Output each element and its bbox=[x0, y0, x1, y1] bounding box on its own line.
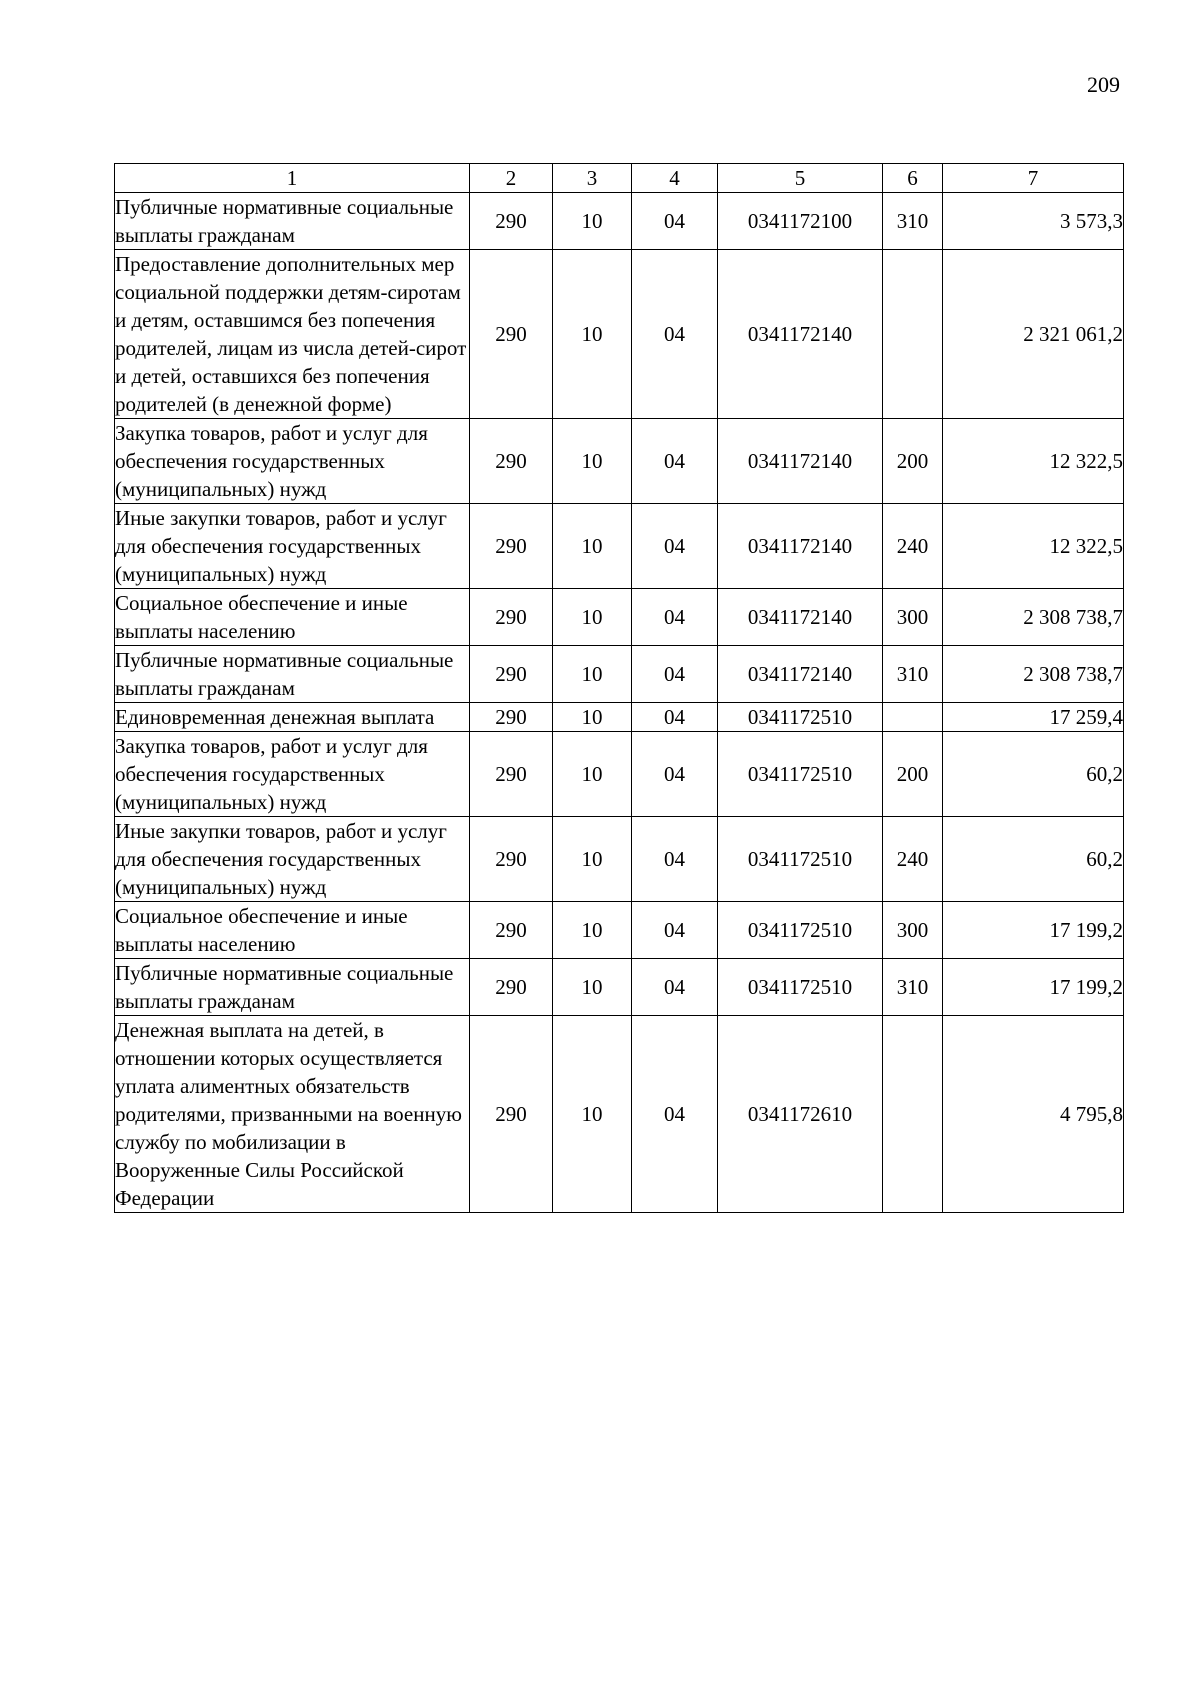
cell-col-2: 290 bbox=[470, 193, 553, 250]
row-description: Публичные нормативные социальные выплаты гражданам bbox=[115, 959, 470, 1016]
cell-col-2: 290 bbox=[470, 902, 553, 959]
row-description: Закупка товаров, работ и услуг для обеспечения государственных (муниципальных) нужд bbox=[115, 419, 470, 504]
header-col-3: 3 bbox=[553, 164, 632, 193]
table-row bbox=[115, 703, 1124, 732]
cell-col-6: 200 bbox=[883, 732, 943, 817]
cell-col-3: 10 bbox=[553, 959, 632, 1016]
cell-col-4: 04 bbox=[632, 589, 718, 646]
table-row bbox=[115, 250, 1124, 419]
cell-amount: 12 322,5 bbox=[943, 419, 1124, 504]
cell-col-5: 0341172510 bbox=[718, 732, 883, 817]
header-col-7: 7 bbox=[943, 164, 1124, 193]
table-row bbox=[115, 732, 1124, 817]
cell-col-6 bbox=[883, 1016, 943, 1213]
cell-col-4: 04 bbox=[632, 193, 718, 250]
cell-amount: 17 199,2 bbox=[943, 902, 1124, 959]
cell-col-5: 0341172510 bbox=[718, 959, 883, 1016]
header-row bbox=[115, 164, 1124, 193]
cell-amount: 3 573,3 bbox=[943, 193, 1124, 250]
cell-col-4: 04 bbox=[632, 902, 718, 959]
cell-amount: 17 199,2 bbox=[943, 959, 1124, 1016]
cell-col-4: 04 bbox=[632, 732, 718, 817]
cell-col-2: 290 bbox=[470, 504, 553, 589]
cell-col-6: 310 bbox=[883, 646, 943, 703]
cell-col-4: 04 bbox=[632, 250, 718, 419]
cell-col-4: 04 bbox=[632, 817, 718, 902]
cell-col-6: 240 bbox=[883, 504, 943, 589]
cell-amount: 2 321 061,2 bbox=[943, 250, 1124, 419]
row-description: Иные закупки товаров, работ и услуг для обеспечения государственных (муниципальных) нужд bbox=[115, 817, 470, 902]
cell-col-3: 10 bbox=[553, 193, 632, 250]
cell-col-2: 290 bbox=[470, 646, 553, 703]
cell-col-6: 300 bbox=[883, 589, 943, 646]
row-description: Публичные нормативные социальные выплаты гражданам bbox=[115, 646, 470, 703]
header-col-4: 4 bbox=[632, 164, 718, 193]
cell-col-3: 10 bbox=[553, 250, 632, 419]
cell-col-4: 04 bbox=[632, 1016, 718, 1213]
cell-col-5: 0341172140 bbox=[718, 419, 883, 504]
cell-col-5: 0341172140 bbox=[718, 504, 883, 589]
row-description: Единовременная денежная выплата bbox=[115, 703, 470, 732]
table-body bbox=[115, 193, 1124, 1213]
cell-amount: 60,2 bbox=[943, 817, 1124, 902]
cell-col-2: 290 bbox=[470, 732, 553, 817]
cell-col-5: 0341172610 bbox=[718, 1016, 883, 1213]
cell-col-3: 10 bbox=[553, 419, 632, 504]
cell-col-3: 10 bbox=[553, 589, 632, 646]
cell-amount: 17 259,4 bbox=[943, 703, 1124, 732]
row-description: Социальное обеспечение и иные выплаты населению bbox=[115, 902, 470, 959]
table-row bbox=[115, 589, 1124, 646]
cell-col-4: 04 bbox=[632, 703, 718, 732]
row-description: Социальное обеспечение и иные выплаты населению bbox=[115, 589, 470, 646]
cell-col-5: 0341172140 bbox=[718, 589, 883, 646]
table-row bbox=[115, 193, 1124, 250]
row-description: Публичные нормативные социальные выплаты гражданам bbox=[115, 193, 470, 250]
cell-col-6: 240 bbox=[883, 817, 943, 902]
table-row bbox=[115, 1016, 1124, 1213]
header-col-6: 6 bbox=[883, 164, 943, 193]
cell-col-5: 0341172510 bbox=[718, 902, 883, 959]
cell-amount: 60,2 bbox=[943, 732, 1124, 817]
cell-col-6: 310 bbox=[883, 193, 943, 250]
cell-col-2: 290 bbox=[470, 817, 553, 902]
header-col-2: 2 bbox=[470, 164, 553, 193]
cell-col-2: 290 bbox=[470, 703, 553, 732]
cell-col-2: 290 bbox=[470, 250, 553, 419]
cell-col-2: 290 bbox=[470, 419, 553, 504]
row-description: Денежная выплата на детей, в отношении которых осуществляется уплата алиментных обязательств родителями, призванными на военную службу по мобилизации в Вооруженные Силы Российской Федерации bbox=[115, 1016, 470, 1213]
cell-amount: 4 795,8 bbox=[943, 1016, 1124, 1213]
cell-col-3: 10 bbox=[553, 646, 632, 703]
table-row bbox=[115, 646, 1124, 703]
table-row bbox=[115, 959, 1124, 1016]
table-row bbox=[115, 817, 1124, 902]
header-col-5: 5 bbox=[718, 164, 883, 193]
row-description: Предоставление дополнительных мер социальной поддержки детям-сиротам и детям, оставшимся без попечения родителей, лицам из числа детей-сирот и детей, оставшихся без попечения родителей (в денежной форме) bbox=[115, 250, 470, 419]
cell-col-6 bbox=[883, 703, 943, 732]
cell-col-3: 10 bbox=[553, 732, 632, 817]
cell-col-3: 10 bbox=[553, 504, 632, 589]
page-number: 209 bbox=[1087, 72, 1120, 97]
cell-col-4: 04 bbox=[632, 959, 718, 1016]
cell-amount: 12 322,5 bbox=[943, 504, 1124, 589]
cell-col-5: 0341172100 bbox=[718, 193, 883, 250]
table-row bbox=[115, 504, 1124, 589]
row-description: Закупка товаров, работ и услуг для обеспечения государственных (муниципальных) нужд bbox=[115, 732, 470, 817]
cell-col-5: 0341172140 bbox=[718, 646, 883, 703]
cell-col-6: 300 bbox=[883, 902, 943, 959]
cell-col-5: 0341172510 bbox=[718, 817, 883, 902]
cell-col-6 bbox=[883, 250, 943, 419]
cell-col-4: 04 bbox=[632, 646, 718, 703]
cell-col-3: 10 bbox=[553, 1016, 632, 1213]
cell-col-2: 290 bbox=[470, 589, 553, 646]
cell-col-2: 290 bbox=[470, 959, 553, 1016]
cell-col-4: 04 bbox=[632, 504, 718, 589]
cell-col-4: 04 bbox=[632, 419, 718, 504]
cell-col-3: 10 bbox=[553, 703, 632, 732]
cell-col-3: 10 bbox=[553, 817, 632, 902]
cell-col-2: 290 bbox=[470, 1016, 553, 1213]
cell-col-6: 310 bbox=[883, 959, 943, 1016]
cell-col-3: 10 bbox=[553, 902, 632, 959]
table-row bbox=[115, 902, 1124, 959]
cell-amount: 2 308 738,7 bbox=[943, 646, 1124, 703]
cell-amount: 2 308 738,7 bbox=[943, 589, 1124, 646]
budget-table bbox=[114, 163, 1124, 1213]
header-col-1: 1 bbox=[115, 164, 470, 193]
row-description: Иные закупки товаров, работ и услуг для обеспечения государственных (муниципальных) нужд bbox=[115, 504, 470, 589]
cell-col-5: 0341172140 bbox=[718, 250, 883, 419]
cell-col-5: 0341172510 bbox=[718, 703, 883, 732]
table-row bbox=[115, 419, 1124, 504]
cell-col-6: 200 bbox=[883, 419, 943, 504]
